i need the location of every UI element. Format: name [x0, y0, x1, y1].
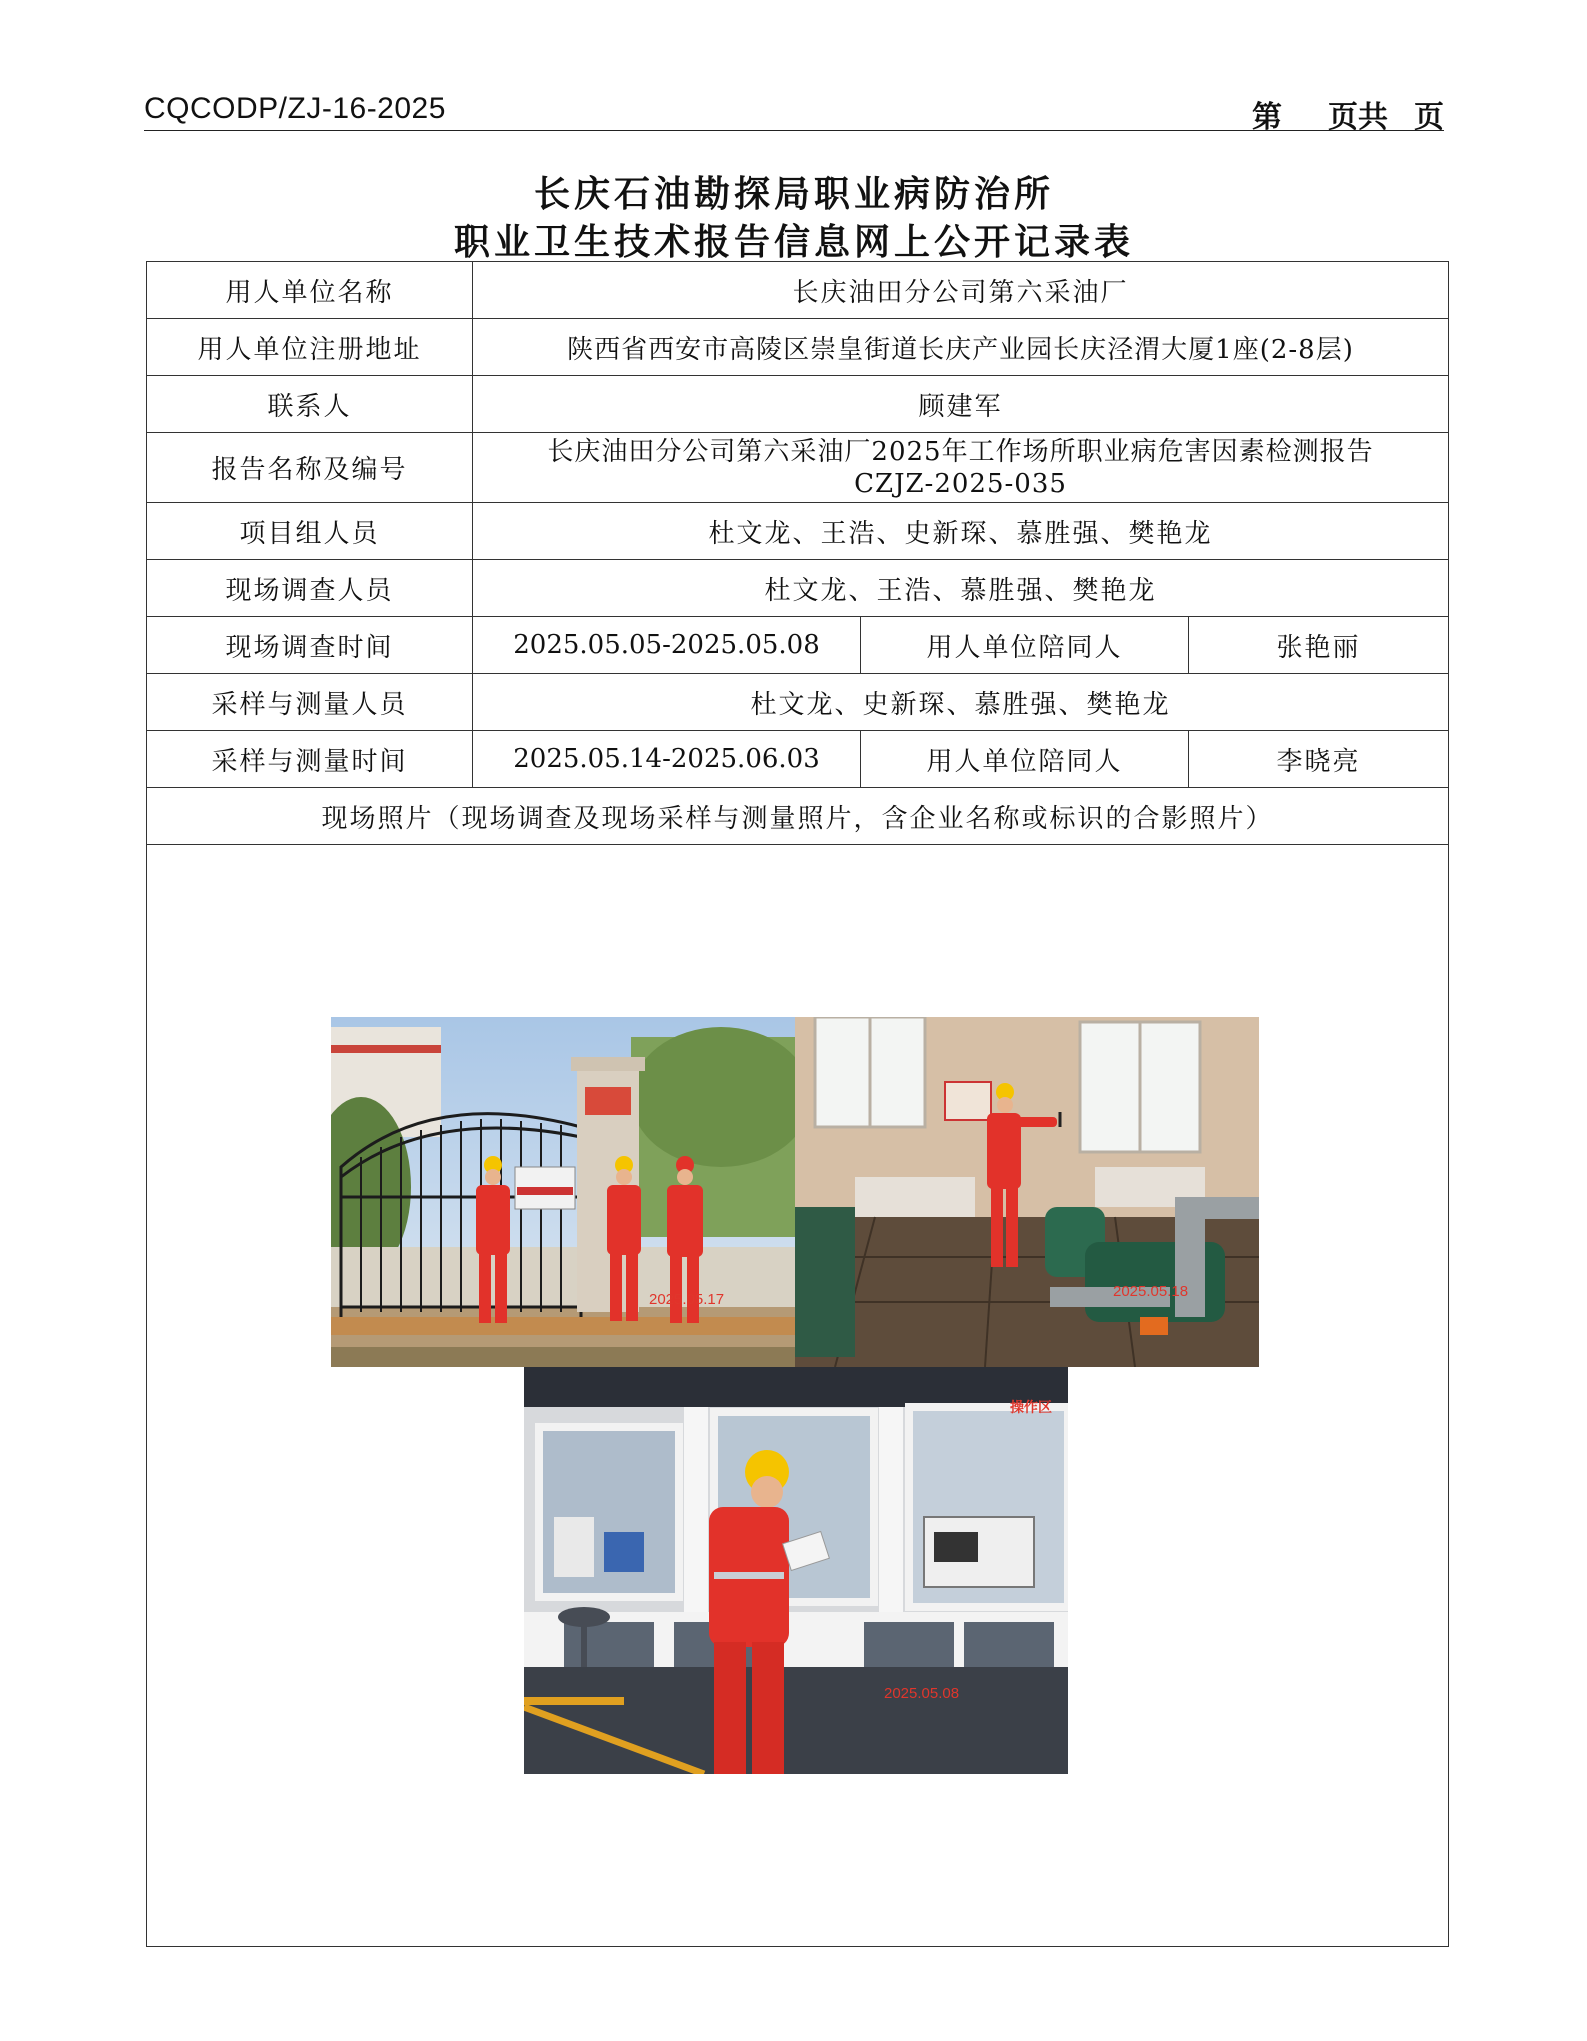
- employer-label: 用人单位名称: [147, 262, 473, 319]
- sampling-staff-value: 杜文龙、史新琛、慕胜强、樊艳龙: [473, 674, 1449, 731]
- table-row: [147, 503, 1449, 560]
- page-word-2: 页共: [1328, 100, 1388, 135]
- page-word-1: 第: [1252, 100, 1282, 135]
- page-counter: [1252, 92, 1444, 136]
- survey-staff-label: 现场调查人员: [147, 560, 473, 617]
- photo-pump-room: [795, 1017, 1259, 1367]
- photo2-date-stamp: 2025.05.18: [1113, 1283, 1189, 1300]
- photos-label: 现场照片（现场调查及现场采样与测量照片，含企业名称或标识的合影照片）: [147, 788, 1449, 845]
- document-title-line2: 职业卫生技术报告信息网上公开记录表: [453, 222, 1134, 263]
- page-header: [144, 92, 1444, 135]
- table-row: [147, 617, 1449, 674]
- contact-value: 顾建军: [473, 376, 1449, 433]
- table-row: [147, 376, 1449, 433]
- page-word-3: 页: [1414, 100, 1444, 135]
- escort-value-2: 李晓亮: [1189, 731, 1449, 788]
- table-row: [147, 433, 1449, 503]
- table-row: [147, 845, 1449, 1947]
- report-name: 长庆油田分公司第六采油厂2025年工作场所职业病危害因素检测报告: [547, 436, 1374, 467]
- sampling-time-label: 采样与测量时间: [147, 731, 473, 788]
- document-title-line1: 长庆石油勘探局职业病防治所: [533, 174, 1054, 215]
- photos-area: [147, 845, 1449, 1947]
- survey-time-value: 2025.05.05-2025.05.08: [473, 617, 861, 674]
- survey-time-label: 现场调查时间: [147, 617, 473, 674]
- report-value: [473, 433, 1449, 503]
- escort-value-1: 张艳丽: [1189, 617, 1449, 674]
- report-code: CZJZ-2025-035: [854, 468, 1067, 499]
- address-value: 陕西省西安市高陵区崇皇街道长庆产业园长庆泾渭大厦1座(2-8层): [473, 319, 1449, 376]
- address-label: 用人单位注册地址: [147, 319, 473, 376]
- document-code: CQCODP/ZJ-16-2025: [144, 92, 446, 125]
- photo-laboratory: [524, 1367, 1068, 1774]
- table-row: [147, 731, 1449, 788]
- report-label: 报告名称及编号: [147, 433, 473, 503]
- table-row: [147, 319, 1449, 376]
- team-label: 项目组人员: [147, 503, 473, 560]
- table-row: [147, 788, 1449, 845]
- record-table: [146, 261, 1449, 1947]
- team-value: 杜文龙、王浩、史新琛、慕胜强、樊艳龙: [473, 503, 1449, 560]
- photo3-date-stamp: 2025.05.08: [884, 1685, 960, 1702]
- photo-gate-group: [331, 1017, 795, 1367]
- employer-value: 长庆油田分公司第六采油厂: [473, 262, 1449, 319]
- table-row: [147, 262, 1449, 319]
- escort-label-2: 用人单位陪同人: [861, 731, 1189, 788]
- table-row: [147, 560, 1449, 617]
- sampling-time-value: 2025.05.14-2025.06.03: [473, 731, 861, 788]
- photo3-sign: 操作区: [1010, 1399, 1052, 1415]
- contact-label: 联系人: [147, 376, 473, 433]
- escort-label-1: 用人单位陪同人: [861, 617, 1189, 674]
- sampling-staff-label: 采样与测量人员: [147, 674, 473, 731]
- table-row: [147, 674, 1449, 731]
- survey-staff-value: 杜文龙、王浩、慕胜强、樊艳龙: [473, 560, 1449, 617]
- photo1-date-stamp: 2025.05.17: [649, 1291, 725, 1308]
